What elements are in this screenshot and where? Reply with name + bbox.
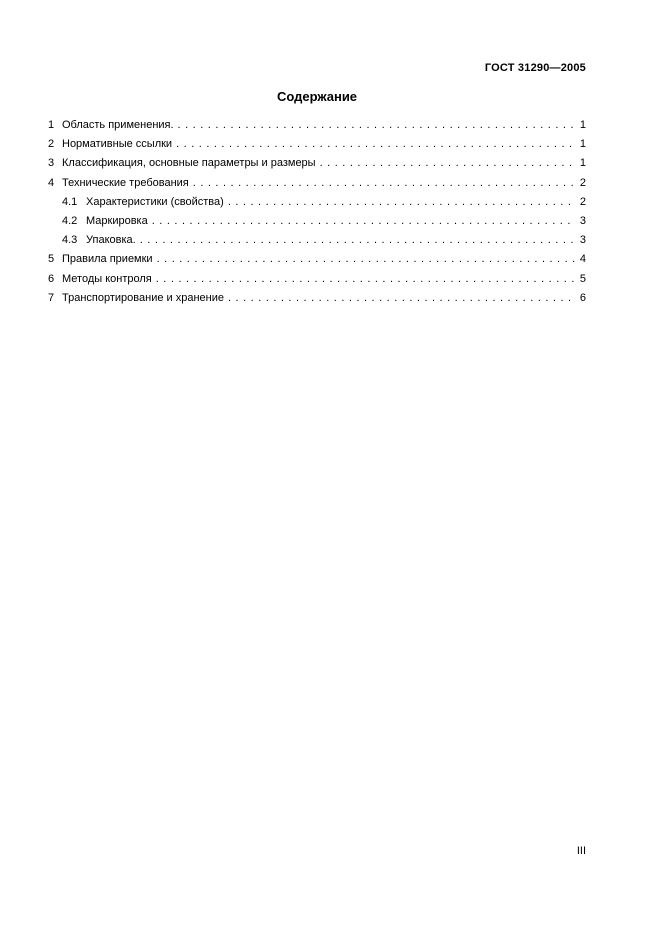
toc-entry-title: Нормативные ссылки xyxy=(62,138,173,151)
toc-entry-page: 4 xyxy=(579,253,586,266)
toc-entry xyxy=(48,250,586,269)
toc-entry-number: 4 xyxy=(48,176,55,189)
toc-entry xyxy=(48,135,586,154)
toc-dot-leader xyxy=(175,116,575,135)
toc-dot-leader xyxy=(225,289,575,308)
toc-dot-leader xyxy=(149,212,575,231)
toc-entry xyxy=(48,154,586,173)
toc-heading: Содержание xyxy=(276,89,358,104)
toc-entry-page: 6 xyxy=(579,291,586,304)
toc-dot-leader xyxy=(137,231,575,250)
toc-entry-number: 4.3 xyxy=(62,234,78,247)
toc-entry xyxy=(48,174,586,193)
toc-entry-number: 7 xyxy=(48,291,55,304)
toc-entry-title: Технические требования xyxy=(62,176,189,189)
toc-dot-leader xyxy=(154,250,575,269)
toc-dot-leader xyxy=(173,135,575,154)
toc-entry-number: 2 xyxy=(48,138,55,151)
toc-entry xyxy=(48,270,586,289)
toc-entry-page: 5 xyxy=(579,272,586,285)
toc-entry-number: 6 xyxy=(48,272,55,285)
toc-entry-title: Упаковка. xyxy=(86,234,136,247)
page-number-roman: III xyxy=(576,845,586,857)
toc-entry-title: Область применения. xyxy=(62,119,174,131)
toc-entry-page: 3 xyxy=(579,234,586,247)
toc-dot-leader xyxy=(317,154,575,173)
toc-entry-page: 2 xyxy=(579,176,586,189)
toc-entry-number: 4.1 xyxy=(62,195,78,208)
toc-entry xyxy=(48,289,586,308)
toc-entry-page: 1 xyxy=(579,119,586,131)
toc-entry-number: 3 xyxy=(48,157,55,170)
toc-entry xyxy=(48,116,586,135)
toc-entry xyxy=(48,231,586,250)
toc-entry-number: 1 xyxy=(48,119,55,131)
toc-entry-number: 4.2 xyxy=(62,214,78,227)
toc-entry-number: 5 xyxy=(48,253,55,266)
toc-entry-title: Характеристики (свойства) xyxy=(86,195,224,208)
toc-entry-page: 2 xyxy=(579,195,586,208)
toc-entry-title: Классификация, основные параметры и размеры xyxy=(62,157,316,170)
toc-entry xyxy=(48,212,586,231)
toc-dot-leader xyxy=(190,174,575,193)
toc-entry-title: Методы контроля xyxy=(62,272,152,285)
toc-entry-page: 1 xyxy=(579,138,586,151)
toc-entry xyxy=(48,193,586,212)
document-code-header: ГОСТ 31290—2005 xyxy=(484,62,586,74)
toc-dot-leader xyxy=(225,193,575,212)
toc-entry-title: Правила приемки xyxy=(62,253,153,266)
toc-entry-title: Маркировка xyxy=(86,214,148,227)
table-of-contents xyxy=(48,116,586,308)
toc-entry-title: Транспортирование и хранение xyxy=(62,291,224,304)
toc-entry-page: 1 xyxy=(579,157,586,170)
toc-entry-page: 3 xyxy=(579,214,586,227)
toc-dot-leader xyxy=(153,270,575,289)
